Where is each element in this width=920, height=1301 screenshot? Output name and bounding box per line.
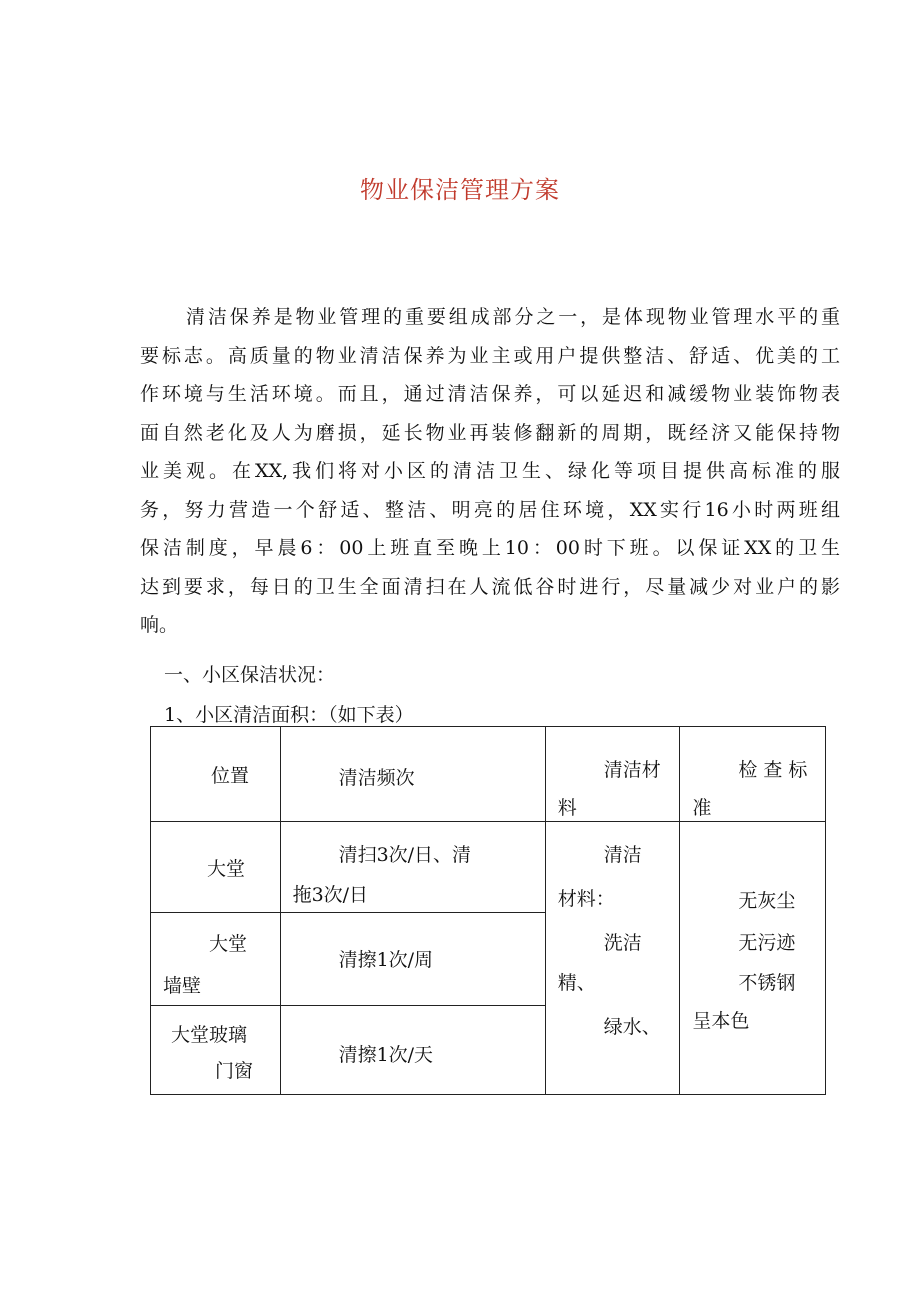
standard-line: 不锈钢 [738, 972, 796, 994]
header-material-a: 清洁材 [603, 759, 661, 781]
position-text: 墙壁 [163, 975, 202, 997]
position-text: 大堂 [207, 858, 246, 880]
material-line: 材料： [557, 888, 615, 910]
header-cell-frequency [280, 727, 545, 822]
frequency-text: 清扫3次/日、清 [338, 844, 472, 866]
material-line: 清洁 [603, 844, 642, 866]
frequency-text: 清擦1次/天 [338, 1044, 434, 1066]
position-text: 大堂玻璃 [171, 1024, 248, 1046]
material-cell [545, 822, 680, 1095]
position-cell [151, 1006, 281, 1095]
header-frequency: 清洁频次 [338, 767, 415, 789]
position-text: 大堂 [209, 933, 248, 955]
header-material-b: 料 [557, 797, 577, 819]
paragraph-line: 要标志。高质量的物业清洁保养为业主或用户提供整洁、舒适、优美的工 [140, 344, 840, 367]
header-standard-b: 准 [692, 797, 712, 819]
frequency-cell [280, 913, 545, 1006]
frequency-text: 拖3次/日 [292, 884, 369, 906]
header-standard-a: 检 查 标 [738, 759, 808, 781]
standard-cell [680, 822, 826, 1095]
paragraph-line: 业美观。在XX,我们将对小区的清洁卫生、绿化等项目提供高标准的服 [140, 460, 840, 482]
paragraph-line: 达到要求，每日的卫生全面清扫在人流低谷时进行，尽量减少对业户的影 [140, 575, 840, 598]
frequency-cell [280, 1006, 545, 1095]
material-line: 绿水、 [603, 1016, 661, 1038]
table-header-row [151, 727, 826, 822]
header-cell-position [151, 727, 281, 822]
standard-line: 无污迹 [738, 932, 796, 954]
paragraph-line: 务，努力营造一个舒适、整洁、明亮的居住环境，XX实行16小时两班组 [140, 498, 840, 521]
standard-line: 呈本色 [692, 1010, 750, 1032]
position-cell [151, 822, 281, 913]
paragraph-line: 响。 [140, 614, 179, 636]
paragraph-line: 作环境与生活环境。而且，通过清洁保养，可以延迟和减缓物业装饰物表 [140, 383, 840, 405]
cleaning-table [150, 726, 826, 1095]
standard-line: 无灰尘 [738, 890, 796, 912]
table-row [151, 822, 826, 913]
header-cell-material [545, 727, 680, 822]
header-cell-standard [680, 727, 826, 822]
page-title: 物业保洁管理方案 [360, 176, 560, 204]
intro-paragraph [140, 298, 840, 645]
header-position: 位置 [211, 765, 250, 787]
material-line: 洗洁 [603, 932, 642, 954]
paragraph-line: 保洁制度，早晨6：00上班直至晚上10：00时下班。以保证XX的卫生 [140, 537, 840, 559]
subsection-heading: 1、小区清洁面积：（如下表） [164, 704, 414, 726]
position-text: 门窗 [215, 1060, 254, 1082]
section-heading: 一、小区保洁状况： [164, 664, 336, 686]
paragraph-line: 清洁保养是物业管理的重要组成部分之一，是体现物业管理水平的重 [186, 306, 840, 328]
material-line: 精、 [557, 972, 596, 994]
position-cell [151, 913, 281, 1006]
paragraph-line: 面自然老化及人为磨损，延长物业再装修翻新的周期，既经济又能保持物 [140, 421, 840, 444]
frequency-text: 清擦1次/周 [338, 949, 434, 971]
frequency-cell [280, 822, 545, 913]
